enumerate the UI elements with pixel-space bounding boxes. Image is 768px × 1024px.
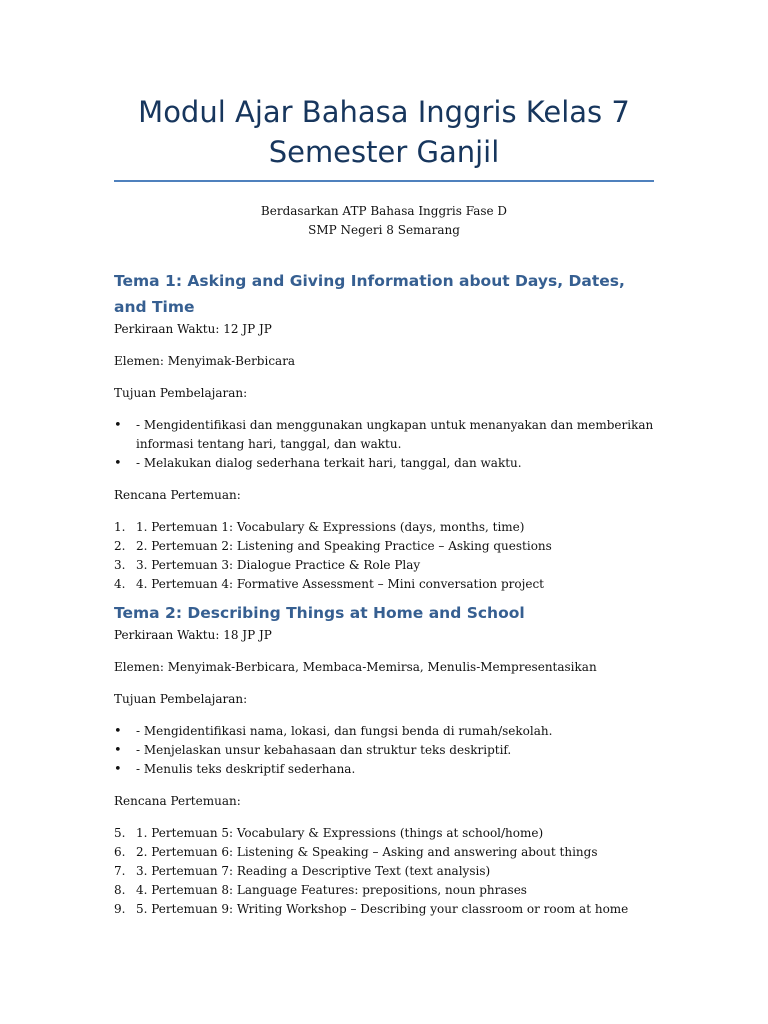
- item-number: 9.: [114, 902, 126, 916]
- list-item: [114, 722, 654, 741]
- list-item: [114, 741, 654, 760]
- goal-text: - Melakukan dialog sederhana terkait hari, tanggal, dan waktu.: [136, 456, 522, 470]
- plan-text: 1. Pertemuan 5: Vocabulary & Expressions (things at school/home): [136, 826, 544, 840]
- list-item: [114, 416, 654, 454]
- item-number: 6.: [114, 845, 126, 859]
- plan-label: Rencana Pertemuan:: [114, 488, 241, 502]
- item-number: 7.: [114, 864, 126, 878]
- goals-list: [114, 722, 654, 779]
- element-line: Elemen: Menyimak-Berbicara: [114, 354, 296, 368]
- goals-label: Tujuan Pembelajaran:: [114, 692, 248, 706]
- title-underline: [114, 180, 654, 182]
- subtitle-line-1: Berdasarkan ATP Bahasa Inggris Fase D: [260, 204, 508, 218]
- item-number: 1.: [114, 520, 126, 534]
- plan-list: [114, 824, 654, 919]
- title-line-2: Semester Ganjil: [268, 135, 500, 169]
- goal-text: - Mengidentifikasi nama, lokasi, dan fungsi benda di rumah/sekolah.: [136, 724, 553, 738]
- list-item: [114, 881, 654, 900]
- theme-section-1: [114, 268, 654, 594]
- plan-text: 1. Pertemuan 1: Vocabulary & Expressions (days, months, time): [136, 520, 525, 534]
- document-subtitle: [114, 202, 654, 240]
- list-item: [114, 862, 654, 881]
- subtitle-line-2: SMP Negeri 8 Semarang: [308, 223, 460, 237]
- list-item: [114, 537, 654, 556]
- estimated-time: Perkiraan Waktu: 18 JP JP: [114, 628, 272, 642]
- title-line-1: Modul Ajar Bahasa Inggris Kelas 7: [138, 95, 630, 129]
- plan-text: 2. Pertemuan 2: Listening and Speaking Practice – Asking questions: [136, 539, 552, 553]
- element-line: Elemen: Menyimak-Berbicara, Membaca-Memirsa, Menulis-Mempresentasikan: [114, 660, 597, 674]
- bullet-icon: •: [114, 456, 122, 471]
- bullet-icon: •: [114, 743, 122, 758]
- theme-section-2: [114, 600, 654, 919]
- bullet-icon: •: [114, 724, 122, 739]
- bullet-icon: •: [114, 762, 122, 777]
- goal-text: - Menulis teks deskriptif sederhana.: [136, 762, 356, 776]
- plan-text: 3. Pertemuan 3: Dialogue Practice & Role Play: [136, 558, 421, 572]
- document-title: [114, 92, 654, 172]
- list-item: [114, 575, 654, 594]
- goal-text: - Menjelaskan unsur kebahasaan dan struktur teks deskriptif.: [136, 743, 512, 757]
- plan-text: 4. Pertemuan 8: Language Features: prepositions, noun phrases: [136, 883, 527, 897]
- plan-text: 2. Pertemuan 6: Listening & Speaking – Asking and answering about things: [136, 845, 598, 859]
- estimated-time: Perkiraan Waktu: 12 JP JP: [114, 322, 272, 336]
- list-item: [114, 556, 654, 575]
- plan-text: 4. Pertemuan 4: Formative Assessment – Mini conversation project: [136, 577, 544, 591]
- item-number: 8.: [114, 883, 126, 897]
- goals-list: [114, 416, 654, 473]
- plan-list: [114, 518, 654, 594]
- theme-heading: Tema 1: Asking and Giving Information about Days, Dates, and Time: [114, 272, 625, 316]
- list-item: [114, 518, 654, 537]
- plan-label: Rencana Pertemuan:: [114, 794, 241, 808]
- list-item: [114, 824, 654, 843]
- list-item: [114, 843, 654, 862]
- plan-text: 3. Pertemuan 7: Reading a Descriptive Text (text analysis): [136, 864, 491, 878]
- list-item: [114, 760, 654, 779]
- bullet-icon: •: [114, 418, 122, 433]
- item-number: 5.: [114, 826, 126, 840]
- list-item: [114, 900, 654, 919]
- item-number: 3.: [114, 558, 126, 572]
- list-item: [114, 454, 654, 473]
- goals-label: Tujuan Pembelajaran:: [114, 386, 248, 400]
- plan-text: 5. Pertemuan 9: Writing Workshop – Describing your classroom or room at home: [136, 902, 629, 916]
- item-number: 2.: [114, 539, 126, 553]
- theme-heading: Tema 2: Describing Things at Home and School: [114, 604, 525, 622]
- goal-text: - Mengidentifikasi dan menggunakan ungkapan untuk menanyakan dan memberikan informasi tentang hari, tanggal, dan waktu.: [136, 418, 654, 451]
- item-number: 4.: [114, 577, 126, 591]
